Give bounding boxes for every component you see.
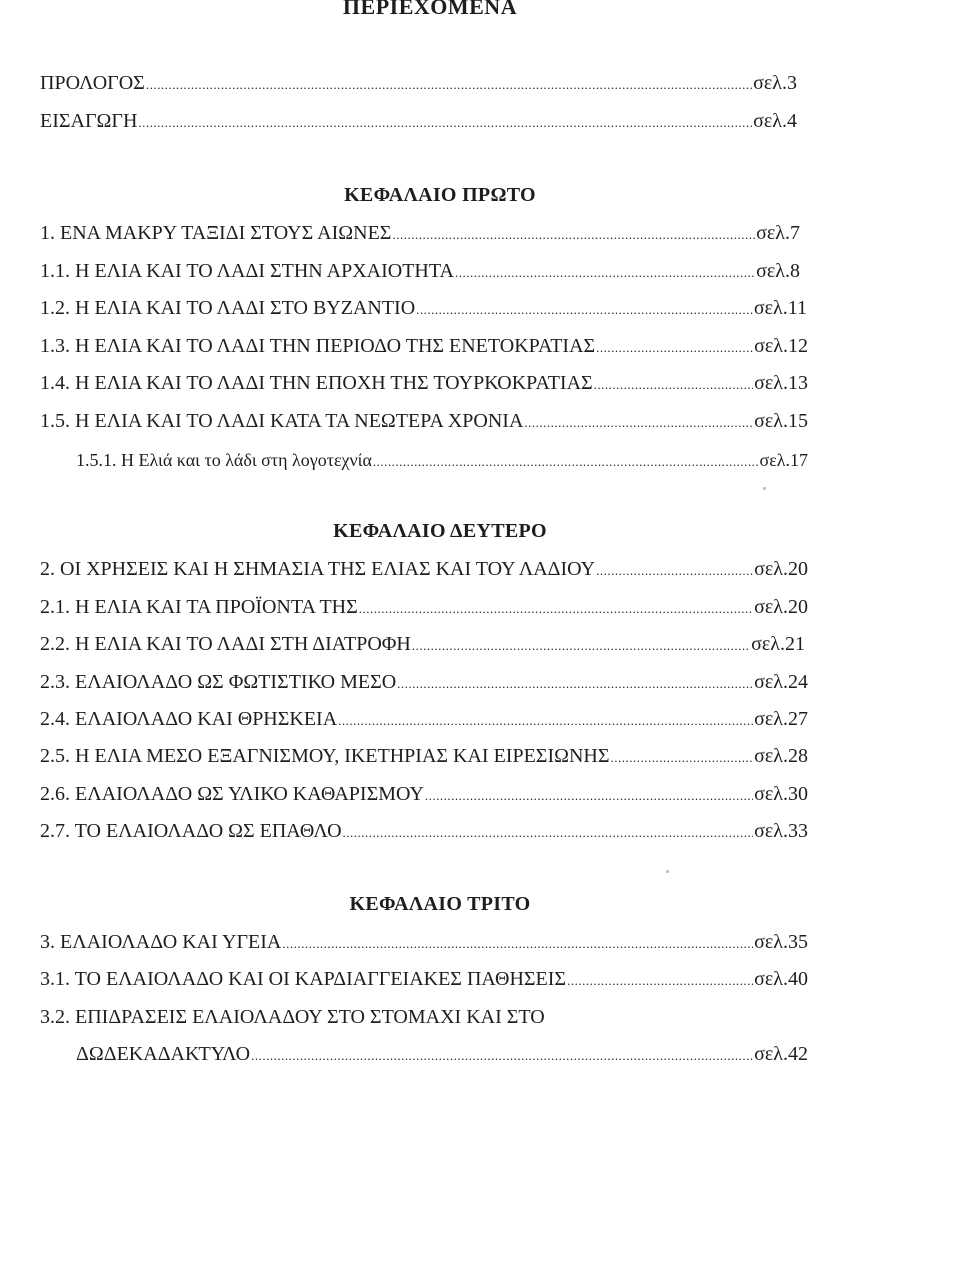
dot-leader (524, 415, 753, 431)
toc-entry (40, 708, 808, 731)
toc-entry-page: σελ.20 (754, 596, 808, 618)
chapter-heading-1: ΚΕΦΑΛΑΙΟ ΠΡΩΤΟ (344, 184, 536, 206)
toc-entry-page: σελ.27 (754, 708, 808, 730)
toc-entry-page: σελ.7 (756, 222, 800, 244)
dot-leader (359, 601, 753, 617)
toc-entry-label: 1.5.1. Η Ελιά και το λάδι στη λογοτεχνία (76, 450, 372, 470)
toc-entry (40, 335, 808, 358)
toc-entry-label: ΠΡΟΛΟΓΟΣ (40, 72, 145, 94)
toc-entry-page: σελ.20 (754, 558, 808, 580)
toc-entry-page: σελ.4 (753, 110, 797, 132)
toc-entry-label: 3. ΕΛΑΙΟΛΑΔΟ ΚΑΙ ΥΓΕΙΑ (40, 931, 282, 953)
toc-entry (40, 783, 808, 806)
toc-entry (40, 297, 807, 320)
paper-speck (666, 870, 669, 873)
dot-leader (596, 563, 753, 579)
toc-entry-label: 2.6. ΕΛΑΙΟΛΑΔΟ ΩΣ ΥΛΙΚΟ ΚΑΘΑΡΙΣΜΟΥ (40, 783, 424, 805)
toc-entry-prologue (40, 72, 797, 95)
toc-entry-page: σελ.15 (754, 410, 808, 432)
toc-entry-label: 1.1. Η ΕΛΙΑ ΚΑΙ ΤΟ ΛΑΔΙ ΣΤΗΝ ΑΡΧΑΙΟΤΗΤΑ (40, 260, 454, 282)
toc-entry-page: σελ.11 (753, 297, 807, 319)
toc-entry-page: σελ.30 (754, 783, 808, 805)
toc-entry-label: 1.4. Η ΕΛΙΑ ΚΑΙ ΤΟ ΛΑΔΙ ΤΗΝ ΕΠΟΧΗ ΤΗΣ ΤΟΥΡΚΟΚΡΑΤΙΑΣ (40, 372, 593, 394)
toc-entry (40, 671, 808, 694)
dot-leader (138, 115, 752, 131)
dot-leader (373, 454, 759, 470)
toc-entry-label: ΔΩΔΕΚΑΔΑΚΤΥΛΟ (76, 1043, 251, 1065)
dot-leader (455, 265, 755, 281)
dot-leader (611, 750, 754, 766)
toc-entry-label: 3.1. ΤΟ ΕΛΑΙΟΛΑΔΟ ΚΑΙ ΟΙ ΚΑΡΔΙΑΓΓΕΙΑΚΕΣ ΠΑΘΗΣΕΙΣ (40, 968, 567, 990)
toc-entry (40, 968, 808, 991)
dot-leader (146, 77, 752, 93)
toc-entry (40, 222, 800, 245)
dot-leader (397, 676, 753, 692)
toc-entry-label: 2.7. ΤΟ ΕΛΑΙΟΛΑΔΟ ΩΣ ΕΠΑΘΛΟ (40, 820, 342, 842)
toc-entry-page: σελ.42 (754, 1043, 808, 1065)
toc-entry (76, 1043, 808, 1066)
toc-entry-page: σελ.33 (754, 820, 808, 842)
toc-entry-introduction (40, 110, 797, 133)
page-title: ΠΕΡΙΕΧΟΜΕΝΑ (342, 0, 518, 19)
toc-entry (40, 820, 808, 843)
toc-entry-label: 1.2. Η ΕΛΙΑ ΚΑΙ ΤΟ ΛΑΔΙ ΣΤΟ ΒΥΖΑΝΤΙΟ (40, 297, 416, 319)
toc-entry-label-line1: 3.2. ΕΠΙΔΡΑΣΕΙΣ ΕΛΑΙΟΛΑΔΟΥ ΣΤΟ ΣΤΟΜΑΧΙ ΚΑΙ ΣΤΟ (40, 1006, 545, 1028)
dot-leader (594, 377, 753, 393)
toc-entry-label: 2.5. Η ΕΛΙΑ ΜΕΣΟ ΕΞΑΓΝΙΣΜΟΥ, ΙΚΕΤΗΡΙΑΣ ΚΑΙ ΕΙΡΕΣΙΩΝΗΣ (40, 745, 610, 767)
dot-leader (392, 227, 755, 243)
chapter-heading-3: ΚΕΦΑΛΑΙΟ ΤΡΙΤΟ (349, 893, 531, 915)
dot-leader (251, 1048, 753, 1064)
dot-leader (567, 973, 753, 989)
toc-entry-page: σελ.28 (754, 745, 808, 767)
toc-entry (40, 372, 808, 395)
toc-entry-page: σελ.17 (759, 450, 808, 470)
toc-entry-page: σελ.40 (754, 968, 808, 990)
dot-leader (282, 936, 753, 952)
toc-entry (40, 260, 800, 283)
toc-entry (40, 596, 808, 619)
toc-entry (40, 931, 808, 954)
toc-entry-label: 2.4. ΕΛΑΙΟΛΑΔΟ ΚΑΙ ΘΡΗΣΚΕΙΑ (40, 708, 338, 730)
toc-entry-label: 1. ΕΝΑ ΜΑΚΡΥ ΤΑΞΙΔΙ ΣΤΟΥΣ ΑΙΩΝΕΣ (40, 222, 392, 244)
dot-leader (412, 638, 750, 654)
toc-entry (40, 745, 808, 768)
toc-entry-label: 1.3. Η ΕΛΙΑ ΚΑΙ ΤΟ ΛΑΔΙ ΤΗΝ ΠΕΡΙΟΔΟ ΤΗΣ ΕΝΕΤΟΚΡΑΤΙΑΣ (40, 335, 596, 357)
toc-entry (76, 450, 808, 471)
toc-entry-page: σελ.35 (754, 931, 808, 953)
dot-leader (338, 713, 753, 729)
toc-entry-page: σελ.12 (754, 335, 808, 357)
toc-entry-page: σελ.8 (756, 260, 800, 282)
dot-leader (343, 825, 754, 841)
toc-entry (40, 558, 808, 581)
toc-entry-page: σελ.24 (754, 671, 808, 693)
toc-entry-label: 2. ΟΙ ΧΡΗΣΕΙΣ ΚΑΙ Η ΣΗΜΑΣΙΑ ΤΗΣ ΕΛΙΑΣ ΚΑΙ ΤΟΥ ΛΑΔΙΟΥ (40, 558, 596, 580)
toc-entry-label: 2.3. ΕΛΑΙΟΛΑΔΟ ΩΣ ΦΩΤΙΣΤΙΚΟ ΜΕΣΟ (40, 671, 397, 693)
toc-entry-page: σελ.3 (753, 72, 797, 94)
toc-entry-page: σελ.13 (754, 372, 808, 394)
toc-entry (40, 633, 805, 656)
toc-entry (40, 410, 808, 433)
dot-leader (596, 340, 753, 356)
dot-leader (416, 302, 753, 318)
toc-entry-page: σελ.21 (751, 633, 805, 655)
dot-leader (425, 788, 753, 804)
toc-entry-label: 2.2. Η ΕΛΙΑ ΚΑΙ ΤΟ ΛΑΔΙ ΣΤΗ ΔΙΑΤΡΟΦΗ (40, 633, 411, 655)
toc-entry-label: 1.5. Η ΕΛΙΑ ΚΑΙ ΤΟ ΛΑΔΙ ΚΑΤΑ ΤΑ ΝΕΩΤΕΡΑ ΧΡΟΝΙΑ (40, 410, 524, 432)
paper-speck (763, 487, 766, 490)
chapter-heading-2: ΚΕΦΑΛΑΙΟ ΔΕΥΤΕΡΟ (333, 520, 547, 542)
toc-entry-label: ΕΙΣΑΓΩΓΗ (40, 110, 138, 132)
toc-entry-label: 2.1. Η ΕΛΙΑ ΚΑΙ ΤΑ ΠΡΟΪΟΝΤΑ ΤΗΣ (40, 596, 358, 618)
